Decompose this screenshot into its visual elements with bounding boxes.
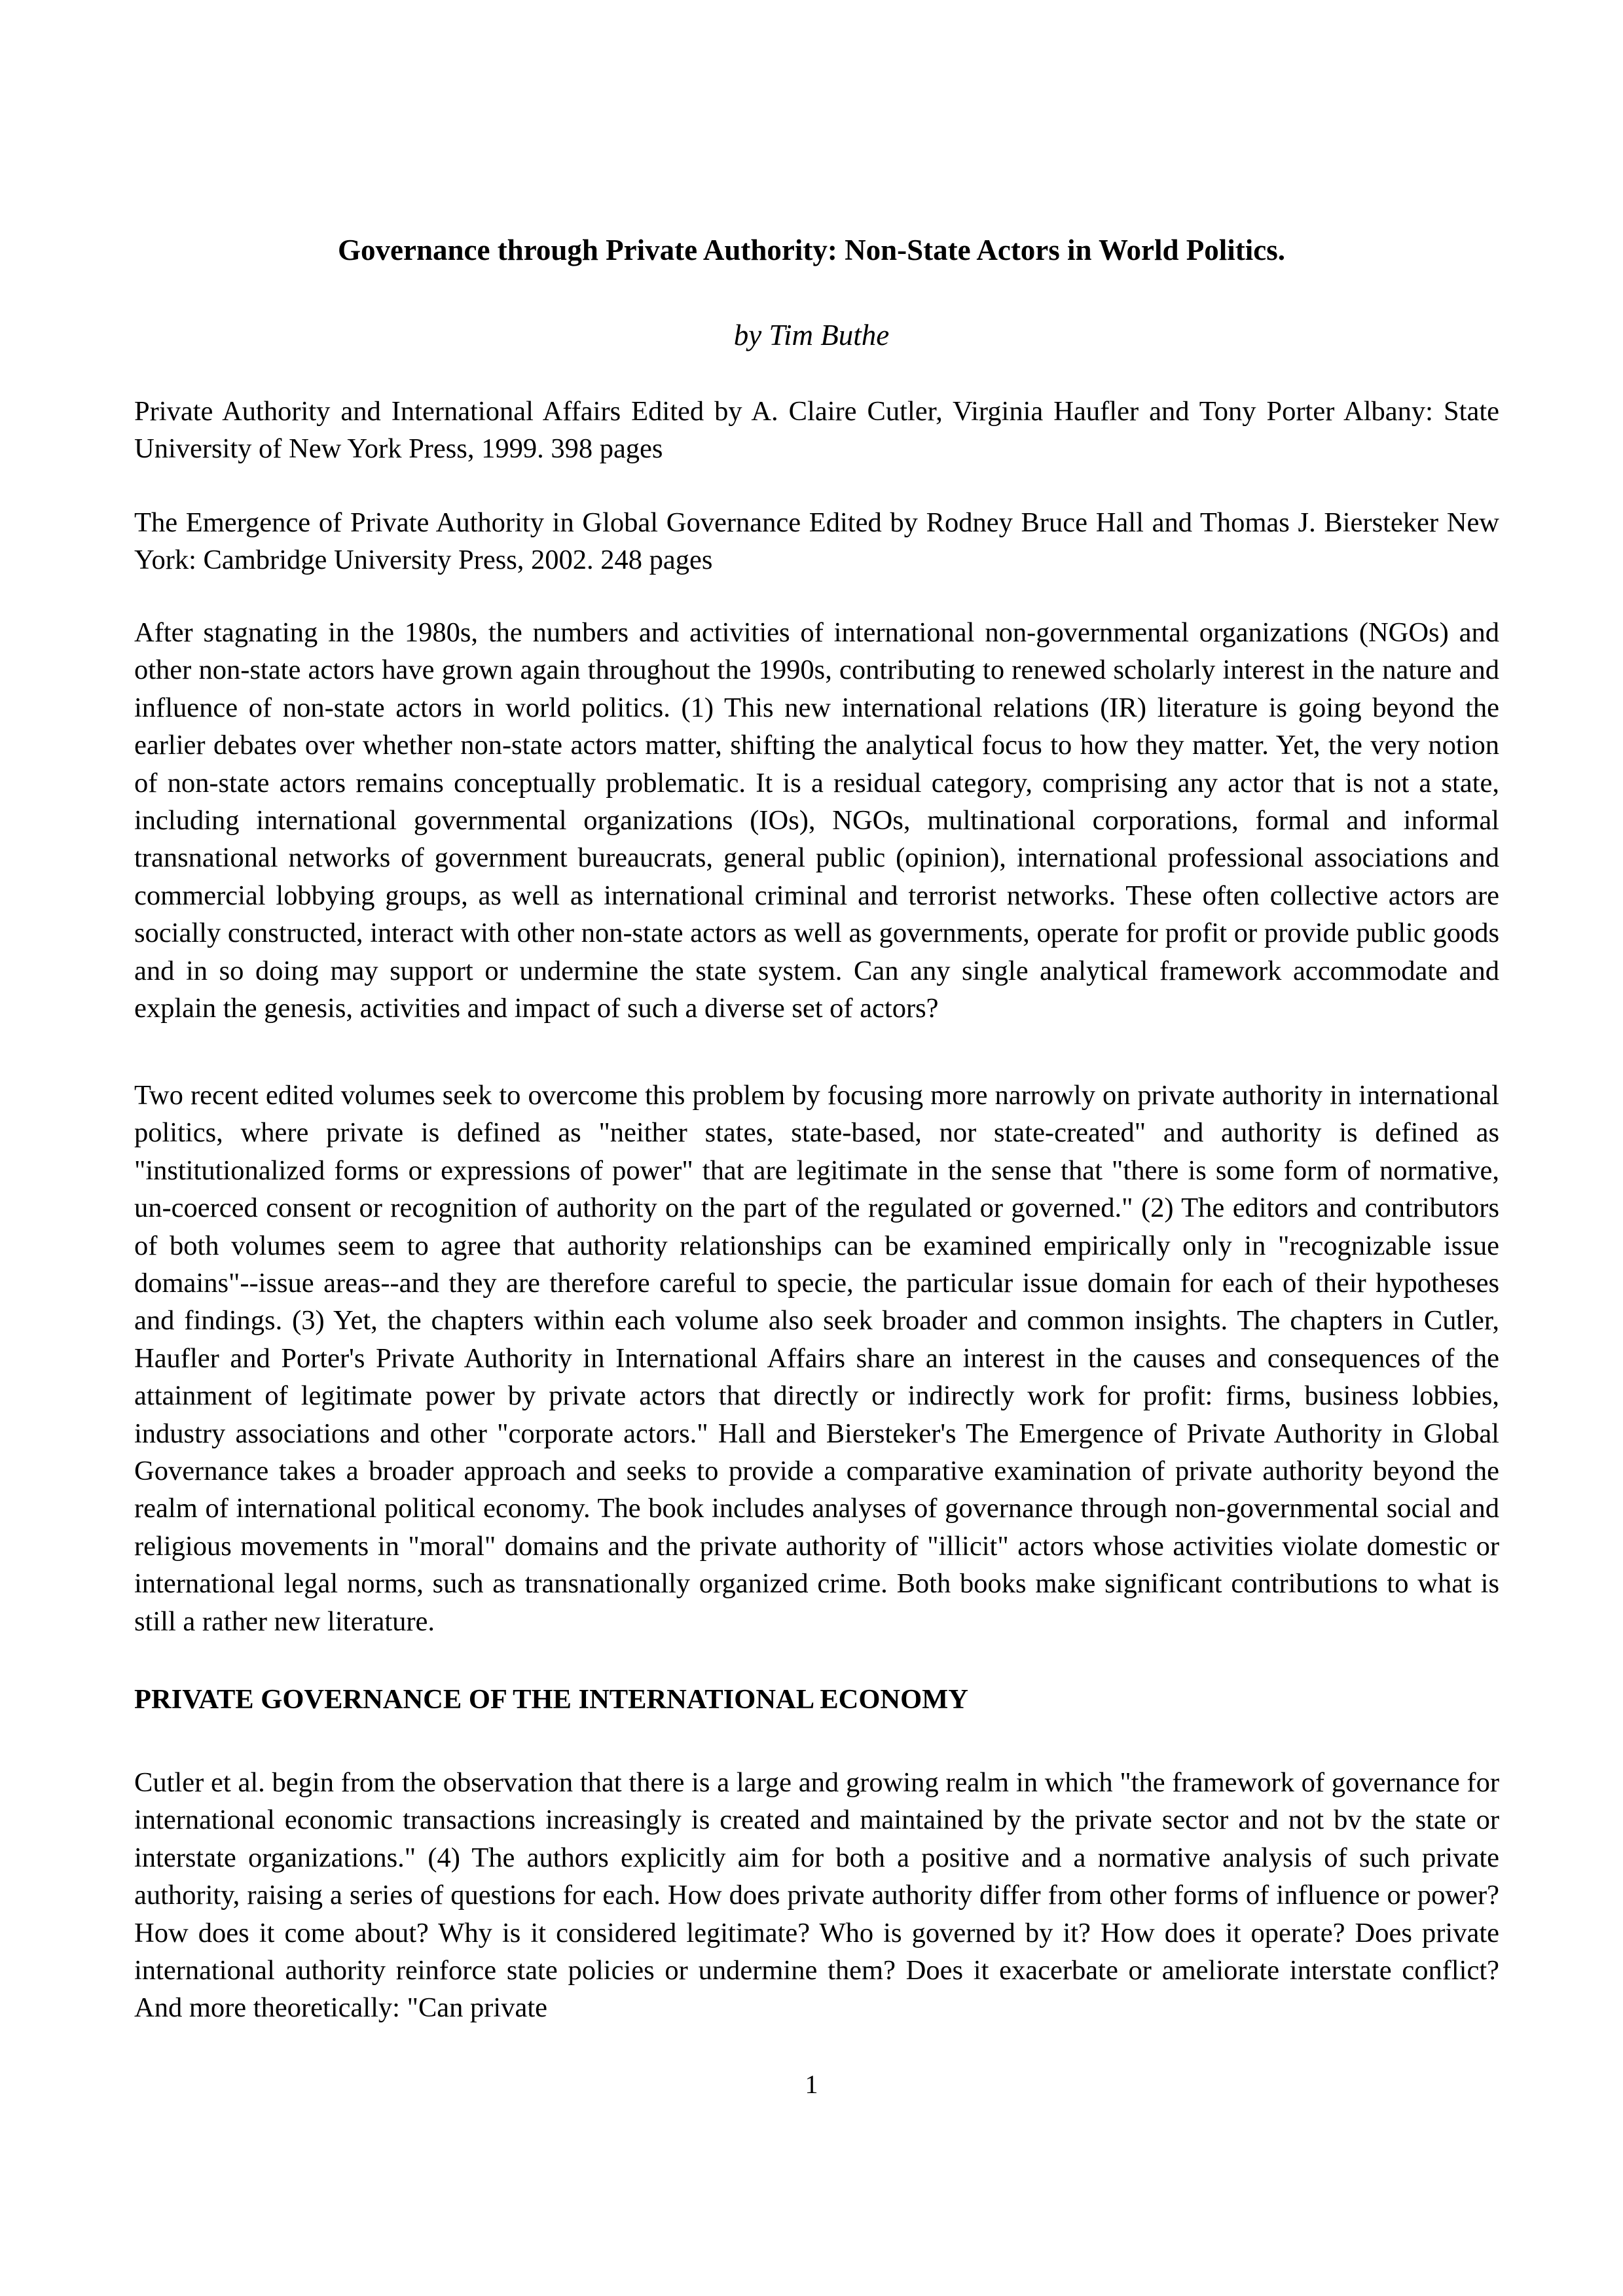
author-byline: by Tim Buthe [733, 319, 890, 351]
paragraph-cutler: Cutler et al. begin from the observation that there is a large and growing realm in which "the framework of governance for international economic transactions increasingly is created and maintained by the private sector and not bv the state or interstate organizations." (4) The authors explicitly aim for both a positive and a normative analysis of such private authority, raising a series of questions for each. How does private authority differ from other forms of influence or power? How does it come about? Why is it considered legitimate? Who is governed by it? How does it operate? Does private international authority reinforce state policies or undermine them? Does it exacerbate or ameliorate interstate conflict? And more theoretically: "Can private [134, 1767, 1499, 2024]
page-number: 1 [805, 2070, 818, 2099]
book-reference-2: The Emergence of Private Authority in Global Governance Edited by Rodney Bruce Hall and Thomas J. Biersteker New York: Cambridge University Press, 2002. 248 pages [134, 507, 1499, 576]
book-reference-1: Private Authority and International Affairs Edited by A. Claire Cutler, Virginia Haufler and Tony Porter Albany: State University of New York Press, 1999. 398 pages [134, 396, 1499, 465]
paragraph-volumes: Two recent edited volumes seek to overcome this problem by focusing more narrowly on private authority in international politics, where private is defined as "neither states, state-based, nor state-created" and authority is defined as "institutionalized forms or expressions of power" that are legitimate in the sense that "there is some form of normative, un-coerced consent or recognition of authority on the part of the regulated or governed." (2) The editors and contributors of both volumes seem to agree that authority relationships can be examined empirically only in "recognizable issue domains"--issue areas--and they are therefore careful to specie, the particular issue domain for each of their hypotheses and findings. (3) Yet, the chapters within each volume also seek broader and common insights. The chapters in Cutler, Haufler and Porter's Private Authority in International Affairs share an interest in the causes and consequences of the attainment of legitimate power by private actors that directly or indirectly work for profit: firms, business lobbies, industry associations and other "corporate actors." Hall and Biersteker's The Emergence of Private Authority in Global Governance takes a broader approach and seeks to provide a comparative examination of private authority beyond the realm of international political economy. The book includes analyses of governance through non-governmental social and religious movements in "moral" domains and the private authority of "illicit" actors whose activities violate domestic or international legal norms, such as transnationally organized crime. Both books make significant contributions to what is still a rather new literature. [134, 1080, 1499, 1637]
paragraph-intro: After stagnating in the 1980s, the numbers and activities of international non-governmental organizations (NGOs) and other non-state actors have grown again throughout the 1990s, contributing to renewed scholarly interest in the nature and influence of non-state actors in world politics. (1) This new international relations (IR) literature is going beyond the earlier debates over whether non-state actors matter, shifting the analytical focus to how they matter. Yet, the very notion of non-state actors remains conceptually problematic. It is a residual category, comprising any actor that is not a state, including international governmental organizations (IOs), NGOs, multinational corporations, formal and informal transnational networks of government bureaucrats, general public (opinion), international professional associations and commercial lobbying groups, as well as international criminal and terrorist networks. These often collective actors are socially constructed, interact with other non-state actors as well as governments, operate for profit or provide public goods and in so doing may support or undermine the state system. Can any single analytical framework accommodate and explain the genesis, activities and impact of such a diverse set of actors? [134, 617, 1499, 1024]
document-title: Governance through Private Authority: Non-State Actors in World Politics. [338, 234, 1285, 266]
section-heading: PRIVATE GOVERNANCE OF THE INTERNATIONAL ECONOMY [134, 1684, 968, 1715]
